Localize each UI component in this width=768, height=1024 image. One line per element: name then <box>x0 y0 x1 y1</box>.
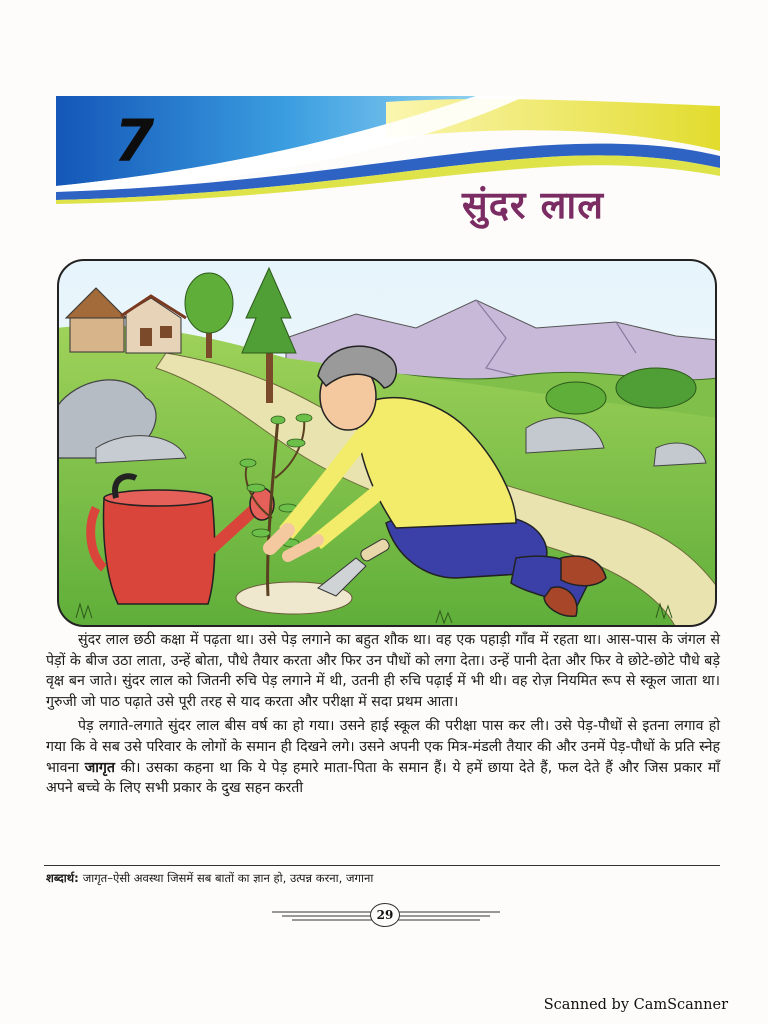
glossary <box>46 871 373 886</box>
paragraph-2 <box>46 716 720 798</box>
paragraph-2-part-a: पेड़ लगाते-लगाते सुंदर लाल बीस वर्ष का हो गया। उसने हाई स्कूल की परीक्षा पास कर ली। उसे पेड़-पौधों से इतना लगाव हो गया कि वे सब उसे परिवार के लोगों के समान ही दिखने लगे। उसने अपनी एक मित्र-मंडली तैयार की और उनमें पेड़-पौधों के प्रति स्नेह भावना <box>46 718 720 776</box>
scanner-watermark: Scanned by CamScanner <box>543 997 728 1013</box>
paragraph-2-part-b: की। उसका कहना था कि ये पेड़ हमारे माता-पिता के समान हैं। ये हमें छाया देते हैं, फल देते हैं और जिस प्रकार माँ अपने बच्चे के लिए सभी प्रकार के दुख सहन करती <box>46 759 720 797</box>
highlighted-word: जागृत <box>84 759 115 776</box>
boy-planting-tree-illustration <box>56 258 718 628</box>
glossary-label: शब्दार्थ: <box>46 871 79 885</box>
paragraph-1: सुंदर लाल छठी कक्षा में पढ़ता था। उसे पेड़ लगाने का बहुत शौक था। वह एक पहाड़ी गाँव में रहता था। आस-पास के जंगल से पेड़ों के बीज उठा लाता, उन्हें बोता, पौधे तैयार करता और फिर उन पौधों को लगा देता। उन्हें पानी देता और फिर वे छोटे-छोटे पौधे बड़े वृक्ष बन जाते। सुंदर लाल को जितनी रुचि पेड़ लगाने में थी, उतनी ही रुचि पढ़ाई में भी थी। वह रोज़ नियमित रूप से स्कूल जाता था। गुरुजी जो पाठ पढ़ाते उसे पूरी तरह से याद करता और परीक्षा में सदा प्रथम आता। <box>46 632 720 710</box>
glossary-text: जागृत–ऐसी अवस्था जिसमें सब बातों का ज्ञान हो, उत्पन्न करना, जगाना <box>82 871 374 885</box>
footnote-divider <box>44 865 720 866</box>
chapter-title: सुंदर लाल <box>462 183 605 227</box>
chapter-number: 7 <box>114 107 155 175</box>
story-text <box>46 630 720 799</box>
chapter-banner <box>56 96 720 206</box>
page-number: 29 <box>370 903 400 927</box>
